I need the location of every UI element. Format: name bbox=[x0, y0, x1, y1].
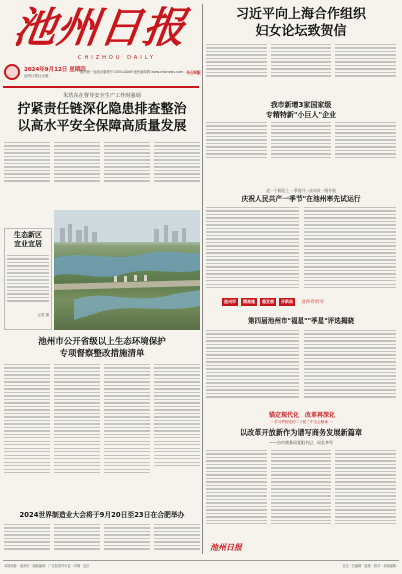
mid-story-body bbox=[4, 364, 200, 504]
commentary-tags bbox=[212, 410, 392, 419]
commentary-tag-2: 改革再深化 bbox=[305, 412, 336, 419]
photo-caption-body bbox=[7, 255, 49, 313]
photo-caption-title2: 宜业宜居 bbox=[14, 240, 42, 248]
top-headline-line2: 妇女论坛致贺信 bbox=[255, 24, 347, 39]
masthead-date: 2024年9月12日 星期四 bbox=[24, 67, 86, 73]
footer-divider bbox=[3, 560, 399, 561]
commentary-kicker: 一 学习贯彻党的二十届三中全会精神 一 bbox=[269, 420, 333, 424]
campaign-banner bbox=[222, 296, 396, 308]
footer-right: 社长 · 总编辑 · 值班 · 校对 · 本版编辑 bbox=[342, 564, 396, 568]
mid-story-line2: 专项督察整改措施清单 bbox=[59, 349, 145, 359]
masthead-title: 池州日报 bbox=[10, 3, 190, 52]
right-top-body bbox=[206, 122, 396, 184]
right-top-story-headline[interactable] bbox=[206, 100, 396, 120]
bottom-story-headline[interactable]: 2024世界制造业大会将于9月20日至23日在合肥举办 bbox=[19, 511, 185, 519]
footer-left: 本报地址：池州市 · 邮政编码 · 广告经营许可证 · 印刷 · 定价 bbox=[4, 564, 90, 568]
banner-item-4: 开新局 bbox=[281, 299, 293, 304]
lead-headline-line2: 以高水平安全保障高质量发展 bbox=[17, 119, 187, 134]
aerial-photo bbox=[54, 210, 200, 330]
photo-caption-title1: 生态新区 bbox=[14, 231, 42, 239]
right-mid-body bbox=[206, 207, 396, 295]
bottom-story-body bbox=[4, 524, 200, 562]
top-headline-line1: 习近平向上海合作组织 bbox=[235, 7, 366, 22]
aerial-photo-scene bbox=[54, 210, 200, 330]
banner-item-2: 精准施 bbox=[243, 299, 255, 304]
column-divider bbox=[202, 4, 203, 554]
lead-headline-line1: 拧紧责任链深化隐患排查整治 bbox=[17, 102, 187, 117]
top-story-body bbox=[206, 44, 396, 96]
masthead-pinyin: CHIZHOU DAILY bbox=[78, 55, 156, 61]
lead-headline[interactable] bbox=[4, 101, 200, 135]
lead-kicker: 朱浩东在督导安全生产工作时强调 bbox=[63, 93, 141, 99]
right-top-line2: 专精特新"小巨人"企业 bbox=[265, 111, 337, 119]
masthead-divider bbox=[3, 86, 199, 88]
top-headline[interactable] bbox=[206, 6, 396, 42]
photo-caption-box bbox=[4, 228, 52, 330]
banner-item-1: 池州市 bbox=[224, 299, 236, 304]
masthead-edition: 今日8版 bbox=[186, 70, 201, 75]
right-lower-headline[interactable]: 第四届池州市"福星""季星"评选揭晓 bbox=[247, 317, 355, 325]
mid-story-line1: 池州市公开省级以上生态环境保护 bbox=[38, 337, 166, 347]
right-top-line1: 我市新增3家国家级 bbox=[270, 101, 332, 109]
commentary-headline[interactable]: 以改革开放新作为谱写商务发展新篇章 bbox=[239, 428, 363, 437]
photo-caption-credit: 记者 摄 bbox=[37, 313, 49, 317]
masthead-publisher: 池州日报社出版 bbox=[24, 74, 49, 78]
lead-body bbox=[4, 142, 200, 208]
banner-item-3: 稳发展 bbox=[262, 299, 274, 304]
mid-story-headline[interactable] bbox=[4, 336, 200, 360]
footer-logo: 池州日报 bbox=[210, 542, 242, 552]
banner-tagline: 宣传有担当 bbox=[301, 300, 324, 305]
right-mid-kicker: 近一个阶段上 一季度开一次动员一级开展 bbox=[266, 188, 336, 193]
masthead-registration: 国内统一连续出版物号 CN34-0069 池州新闻网 www.chiznews.com bbox=[80, 70, 184, 74]
right-lower-body bbox=[206, 330, 396, 406]
commentary-tag-1: 锚定现代化 bbox=[268, 412, 299, 419]
masthead-emblem-icon bbox=[4, 64, 20, 80]
right-mid-headline[interactable]: 庆祝人民共产一季节"在池州率先试运行 bbox=[241, 195, 361, 203]
commentary-byline: ——访市商务局党组书记、局长李军 bbox=[269, 440, 333, 445]
